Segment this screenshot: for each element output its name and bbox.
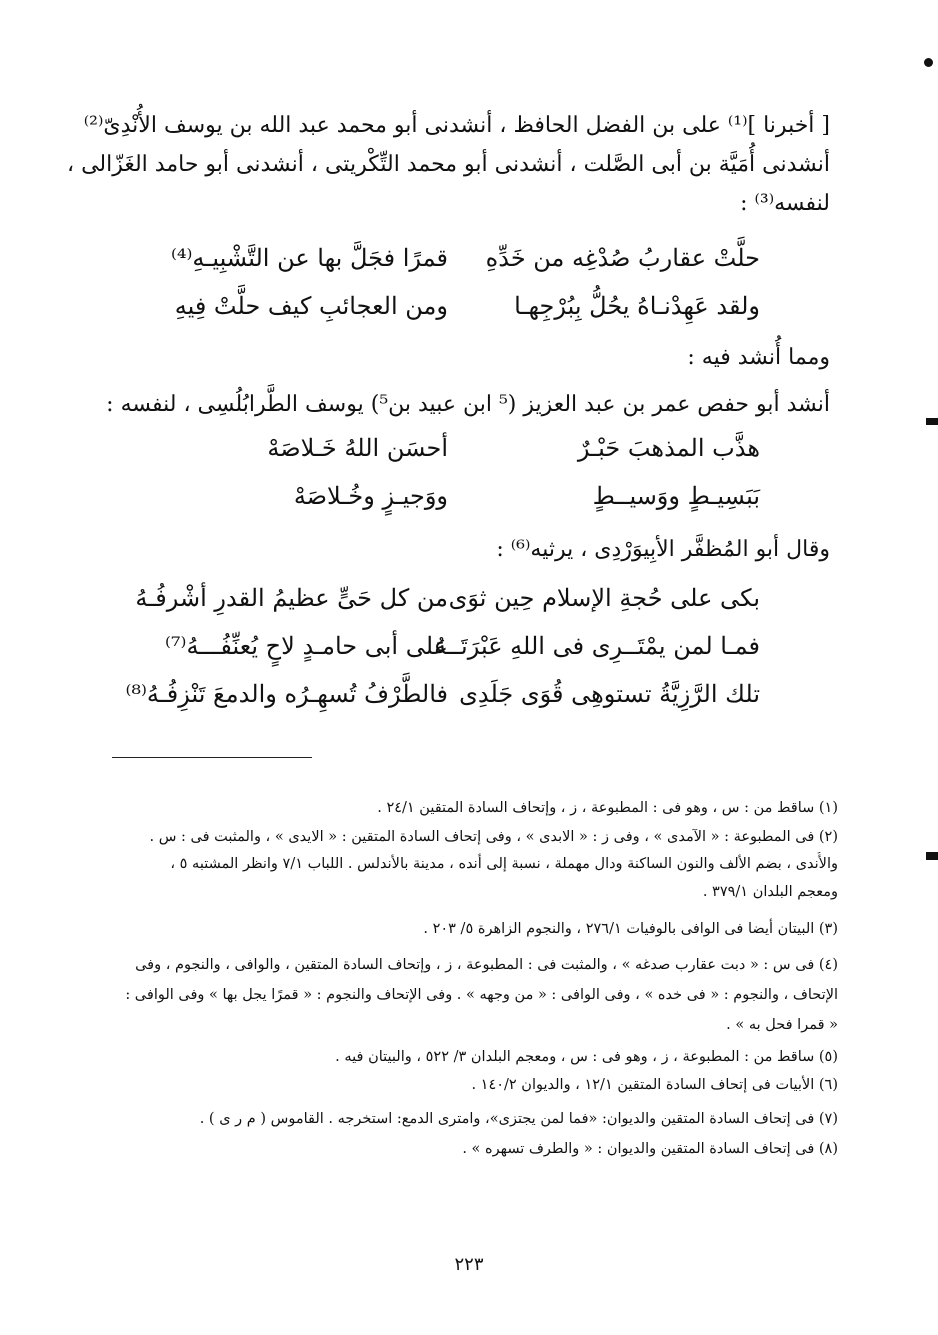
- intro-line-1: ومما أُنشد فيه :: [687, 345, 830, 370]
- footnote-2-cont-1: والأُندى ، بضم الألف والنون الساكنة ودال مهملة ، نسبة إلى أنده ، مدينة بالأندلس . اللباب ٧/١ وانظر المشتبه ٥ ،: [170, 856, 838, 872]
- verse-1-1-right: حلَّتْ عقاربُ صُدْغِه من خَدِّهِ: [485, 244, 760, 272]
- verse-2-2-right: بَبَسِيـطٍ ووَسيــطٍ: [592, 482, 760, 510]
- intro-line-2: أنشد أبو حفص عمر بن عبد العزيز (⁵ ابن عبيد بن⁵) يوسف الطَّرابُلُسِى ، لنفسه :: [106, 392, 830, 417]
- verse-3-2-left: على أبى حامـدٍ لاحٍ يُعنِّفُـــهُ⁽⁷⁾: [165, 632, 448, 660]
- verse-3-1-left: من كل حَىٍّ عظيمُ القدرِ أشْرفُـهُ: [135, 584, 448, 612]
- footnote-3: (٣) البيتان أيضا فى الوافى بالوفيات ٢٧٦/١ ، والنجوم الزاهرة ٥/ ٢٠٣ .: [423, 921, 838, 937]
- header-line-1: [ أخبرنا ]⁽¹⁾ على بن الفضل الحافظ ، أنشدنى أبو محمد عبد الله بن يوسف الأُنْدِىّ⁽²⁾: [83, 113, 830, 138]
- verse-1-1-left: قمرًا فجَلَّ بها عن التَّشْبِيـهِ⁽⁴⁾: [171, 244, 448, 272]
- intro-line-3: وقال أبو المُظفَّر الأبِيوَرْدِى ، يرثيه⁽⁶⁾ :: [496, 537, 830, 562]
- edge-mark-middle: [926, 418, 938, 425]
- footnote-8: (٨) فى إتحاف السادة المتقين والديوان : « والطرف تسهره » .: [462, 1141, 838, 1157]
- verse-2-1-left: أحسَن اللهُ خَـلاصَهْ: [267, 434, 448, 462]
- footnote-2-cont-2: ومعجم البلدان ٣٧٩/١ .: [702, 884, 838, 900]
- footnote-6: (٦) الأبيات فى إتحاف السادة المتقين ١٢/١ ، والديوان ١٤٠/٢ .: [471, 1077, 838, 1093]
- footnote-1: (١) ساقط من : س ، وهو فى : المطبوعة ، ز ، وإتحاف السادة المتقين ٢٤/١ .: [377, 800, 838, 816]
- verse-3-1-right: بكى على حُجةِ الإسلام حِين ثوَى: [448, 584, 760, 612]
- edge-mark-top: [924, 58, 933, 67]
- verse-1-2-left: ومن العجائبِ كيف حلَّتْ فِيهِ: [174, 292, 448, 320]
- footnote-4: (٤) فى س : « دبت عقارب صدغه » ، والمثبت فى : المطبوعة ، ز ، وإتحاف السادة المتقين ، والوافى ، والنجوم ، وفى: [135, 957, 838, 973]
- verse-3-3-right: تلك الرَّزِيَّةُ تستوهِى قُوَى جَلَدِى: [459, 680, 760, 708]
- header-line-2: أنشدنى أُمَيَّة بن أبى الصَّلت ، أنشدنى أبو محمد التِّكْريتى ، أنشدنى أبو حامد الغَزّالى ،: [66, 152, 830, 177]
- edge-mark-lower: [926, 852, 938, 860]
- verse-3-2-right: فمـا لمن يمْتَــرِى فى اللهِ عَبْرَتَــهُ: [434, 632, 760, 660]
- footnote-4-cont-2: « قمرا فحل به » .: [726, 1017, 838, 1033]
- verse-3-3-left: فالطَّرْفُ تُسهِـرُه والدمعَ تَنْزِفُـهُ⁽⁸⁾: [125, 680, 448, 708]
- footnote-separator: [112, 757, 312, 758]
- page-number: ٢٢٣: [454, 1254, 484, 1275]
- verse-2-1-right: هذَّب المذهبَ حَبْـرٌ: [577, 434, 760, 462]
- verse-1-2-right: ولقد عَهِدْنـاهُ يحُلُّ بِبُرْجِهـا: [514, 292, 760, 320]
- verse-2-2-left: ووَجيـزٍ وخُـلاصَهْ: [293, 482, 448, 510]
- header-line-3: لنفسه⁽³⁾ :: [740, 191, 830, 216]
- footnote-2: (٢) فى المطبوعة : « الآمدى » ، وفى ز : « الابدى » ، وفى إتحاف السادة المتقين : « الايدى » ، والمثبت فى : س .: [149, 829, 838, 845]
- footnote-4-cont-1: الإتحاف ، والنجوم : « فى خده » ، وفى الوافى : « من وجهه » . وفى الإتحاف والنجوم : « قمرًا يجل بها » وفى الوافى :: [125, 987, 838, 1003]
- footnote-5: (٥) ساقط من : المطبوعة ، ز ، وهو فى : س ، ومعجم البلدان ٣/ ٥٢٢ ، والبيتان فيه .: [335, 1049, 838, 1065]
- footnote-7: (٧) فى إتحاف السادة المتقين والديوان: «فما لمن يجتزى»، وامترى الدمع: استخرجه . القاموس ( م ر ى ) .: [199, 1111, 838, 1127]
